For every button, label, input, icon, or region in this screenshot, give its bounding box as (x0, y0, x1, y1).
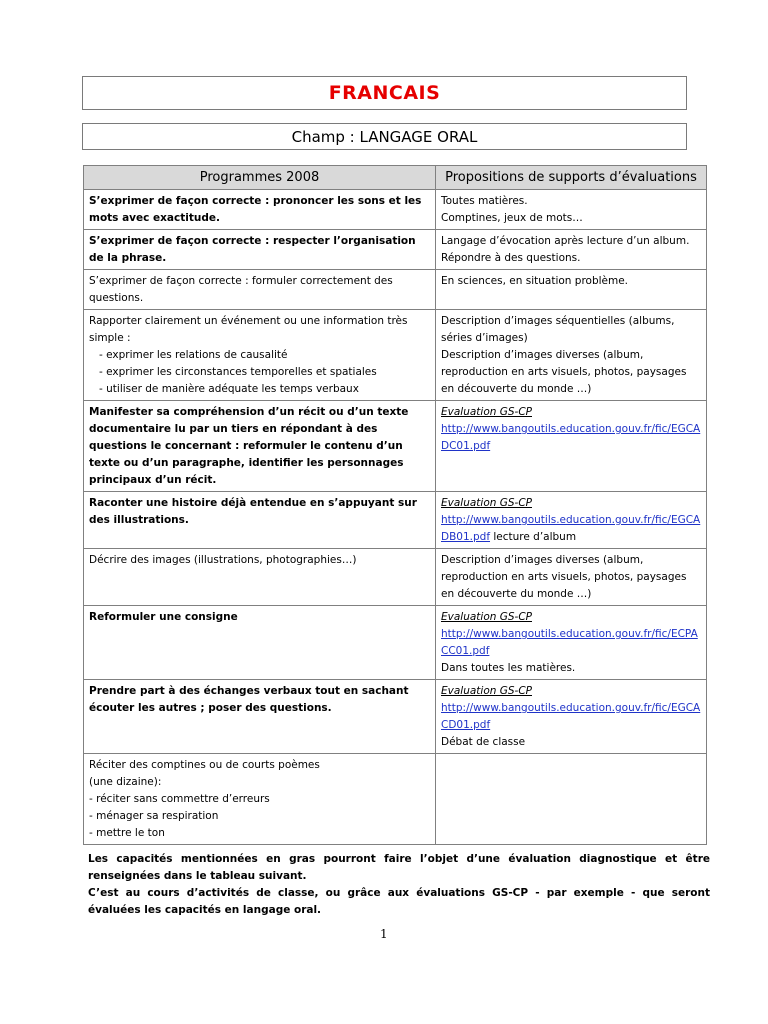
programme-cell: S’exprimer de façon correcte : formuler correctement des questions. (84, 270, 436, 310)
footer-paragraph: C’est au cours d’activités de classe, ou grâce aux évaluations GS-CP - par exemple - que seront évaluées les capacités en langage oral. (88, 887, 710, 916)
programme-cell: S’exprimer de façon correcte : prononcer les sons et les mots avec exactitude. (84, 190, 436, 230)
programme-line: - réciter sans commettre d’erreurs (89, 793, 270, 805)
col-header-programmes: Programmes 2008 (84, 166, 436, 190)
table-row (84, 310, 707, 401)
support-cell-empty (436, 754, 707, 845)
programme-line: Rapporter clairement un événement ou une information très simple : (89, 315, 408, 344)
programme-cell (84, 310, 436, 401)
programme-cell: Reformuler une consigne (84, 606, 436, 680)
evaluation-label: Evaluation GS-CP (441, 406, 532, 418)
table-row (84, 401, 707, 492)
support-line: Description d’images diverses (album, reproduction en arts visuels, photos, paysages en découverte du monde …) (441, 554, 687, 600)
page-title: FRANCAIS (328, 82, 441, 104)
evaluation-label: Evaluation GS-CP (441, 685, 532, 697)
programme-line: Réciter des comptines ou de courts poèmes (89, 759, 320, 771)
table-row (84, 230, 707, 270)
support-note: Dans toutes les matières. (441, 662, 576, 674)
table-row (84, 754, 707, 845)
support-cell (436, 680, 707, 754)
support-cell (436, 606, 707, 680)
programme-cell: Décrire des images (illustrations, photographies…) (84, 549, 436, 606)
table-row (84, 680, 707, 754)
support-line: Comptines, jeux de mots… (441, 212, 583, 224)
evaluation-label: Evaluation GS-CP (441, 611, 532, 623)
support-cell (436, 230, 707, 270)
support-cell (436, 270, 707, 310)
support-line: Toutes matières. (441, 195, 528, 207)
support-cell (436, 310, 707, 401)
page-number: 1 (380, 927, 388, 941)
table-row (84, 270, 707, 310)
support-cell (436, 190, 707, 230)
support-line: Langage d’évocation après lecture d’un album. Répondre à des questions. (441, 235, 690, 264)
support-line: Description d’images séquentielles (albums, séries d’images) (441, 315, 675, 344)
programme-line: - mettre le ton (89, 827, 165, 839)
table-row (84, 606, 707, 680)
programme-bullet: - utiliser de manière adéquate les temps verbaux (99, 383, 359, 395)
support-line: En sciences, en situation problème. (441, 275, 629, 287)
support-cell (436, 549, 707, 606)
programme-line: - ménager sa respiration (89, 810, 219, 822)
support-note: lecture d’album (490, 531, 577, 543)
program-table (83, 165, 707, 845)
evaluation-link[interactable]: http://www.bangoutils.education.gouv.fr/fic/EGCACD01.pdf (441, 702, 701, 731)
programme-cell: Prendre part à des échanges verbaux tout en sachant écouter les autres ; poser des questions. (84, 680, 436, 754)
programme-cell (84, 754, 436, 845)
table-header-row (84, 166, 707, 190)
programme-bullet: - exprimer les relations de causalité (99, 349, 288, 361)
footer-note (88, 851, 710, 919)
table-row (84, 190, 707, 230)
champ-title: Champ : LANGAGE ORAL (291, 128, 478, 146)
evaluation-link[interactable]: http://www.bangoutils.education.gouv.fr/fic/EGCADB01.pdf (441, 514, 701, 543)
support-cell (436, 401, 707, 492)
champ-box (82, 123, 687, 150)
evaluation-link[interactable]: http://www.bangoutils.education.gouv.fr/fic/ECPACC01.pdf (441, 628, 698, 657)
support-note: Débat de classe (441, 736, 526, 748)
programme-cell: Raconter une histoire déjà entendue en s’appuyant sur des illustrations. (84, 492, 436, 549)
programme-cell: Manifester sa compréhension d’un récit ou d’un texte documentaire lu par un tiers en répondant à des questions le concernant : reformuler le contenu d’un texte ou d’un paragraphe, identifier les personnages principaux d’un récit. (84, 401, 436, 492)
title-box (82, 76, 687, 110)
evaluation-link[interactable]: http://www.bangoutils.education.gouv.fr/fic/EGCADC01.pdf (441, 423, 701, 452)
programme-line: (une dizaine): (89, 776, 162, 788)
col-header-supports: Propositions de supports d’évaluations (436, 166, 707, 190)
support-line: Description d’images diverses (album, reproduction en arts visuels, photos, paysages en découverte du monde …) (441, 349, 687, 395)
evaluation-label: Evaluation GS-CP (441, 497, 532, 509)
support-cell (436, 492, 707, 549)
table-row (84, 492, 707, 549)
programme-bullet: - exprimer les circonstances temporelles et spatiales (99, 366, 377, 378)
footer-paragraph: Les capacités mentionnées en gras pourront faire l’objet d’une évaluation diagnostique et être renseignées dans le tableau suivant. (88, 853, 710, 882)
table-row (84, 549, 707, 606)
programme-cell: S’exprimer de façon correcte : respecter l’organisation de la phrase. (84, 230, 436, 270)
